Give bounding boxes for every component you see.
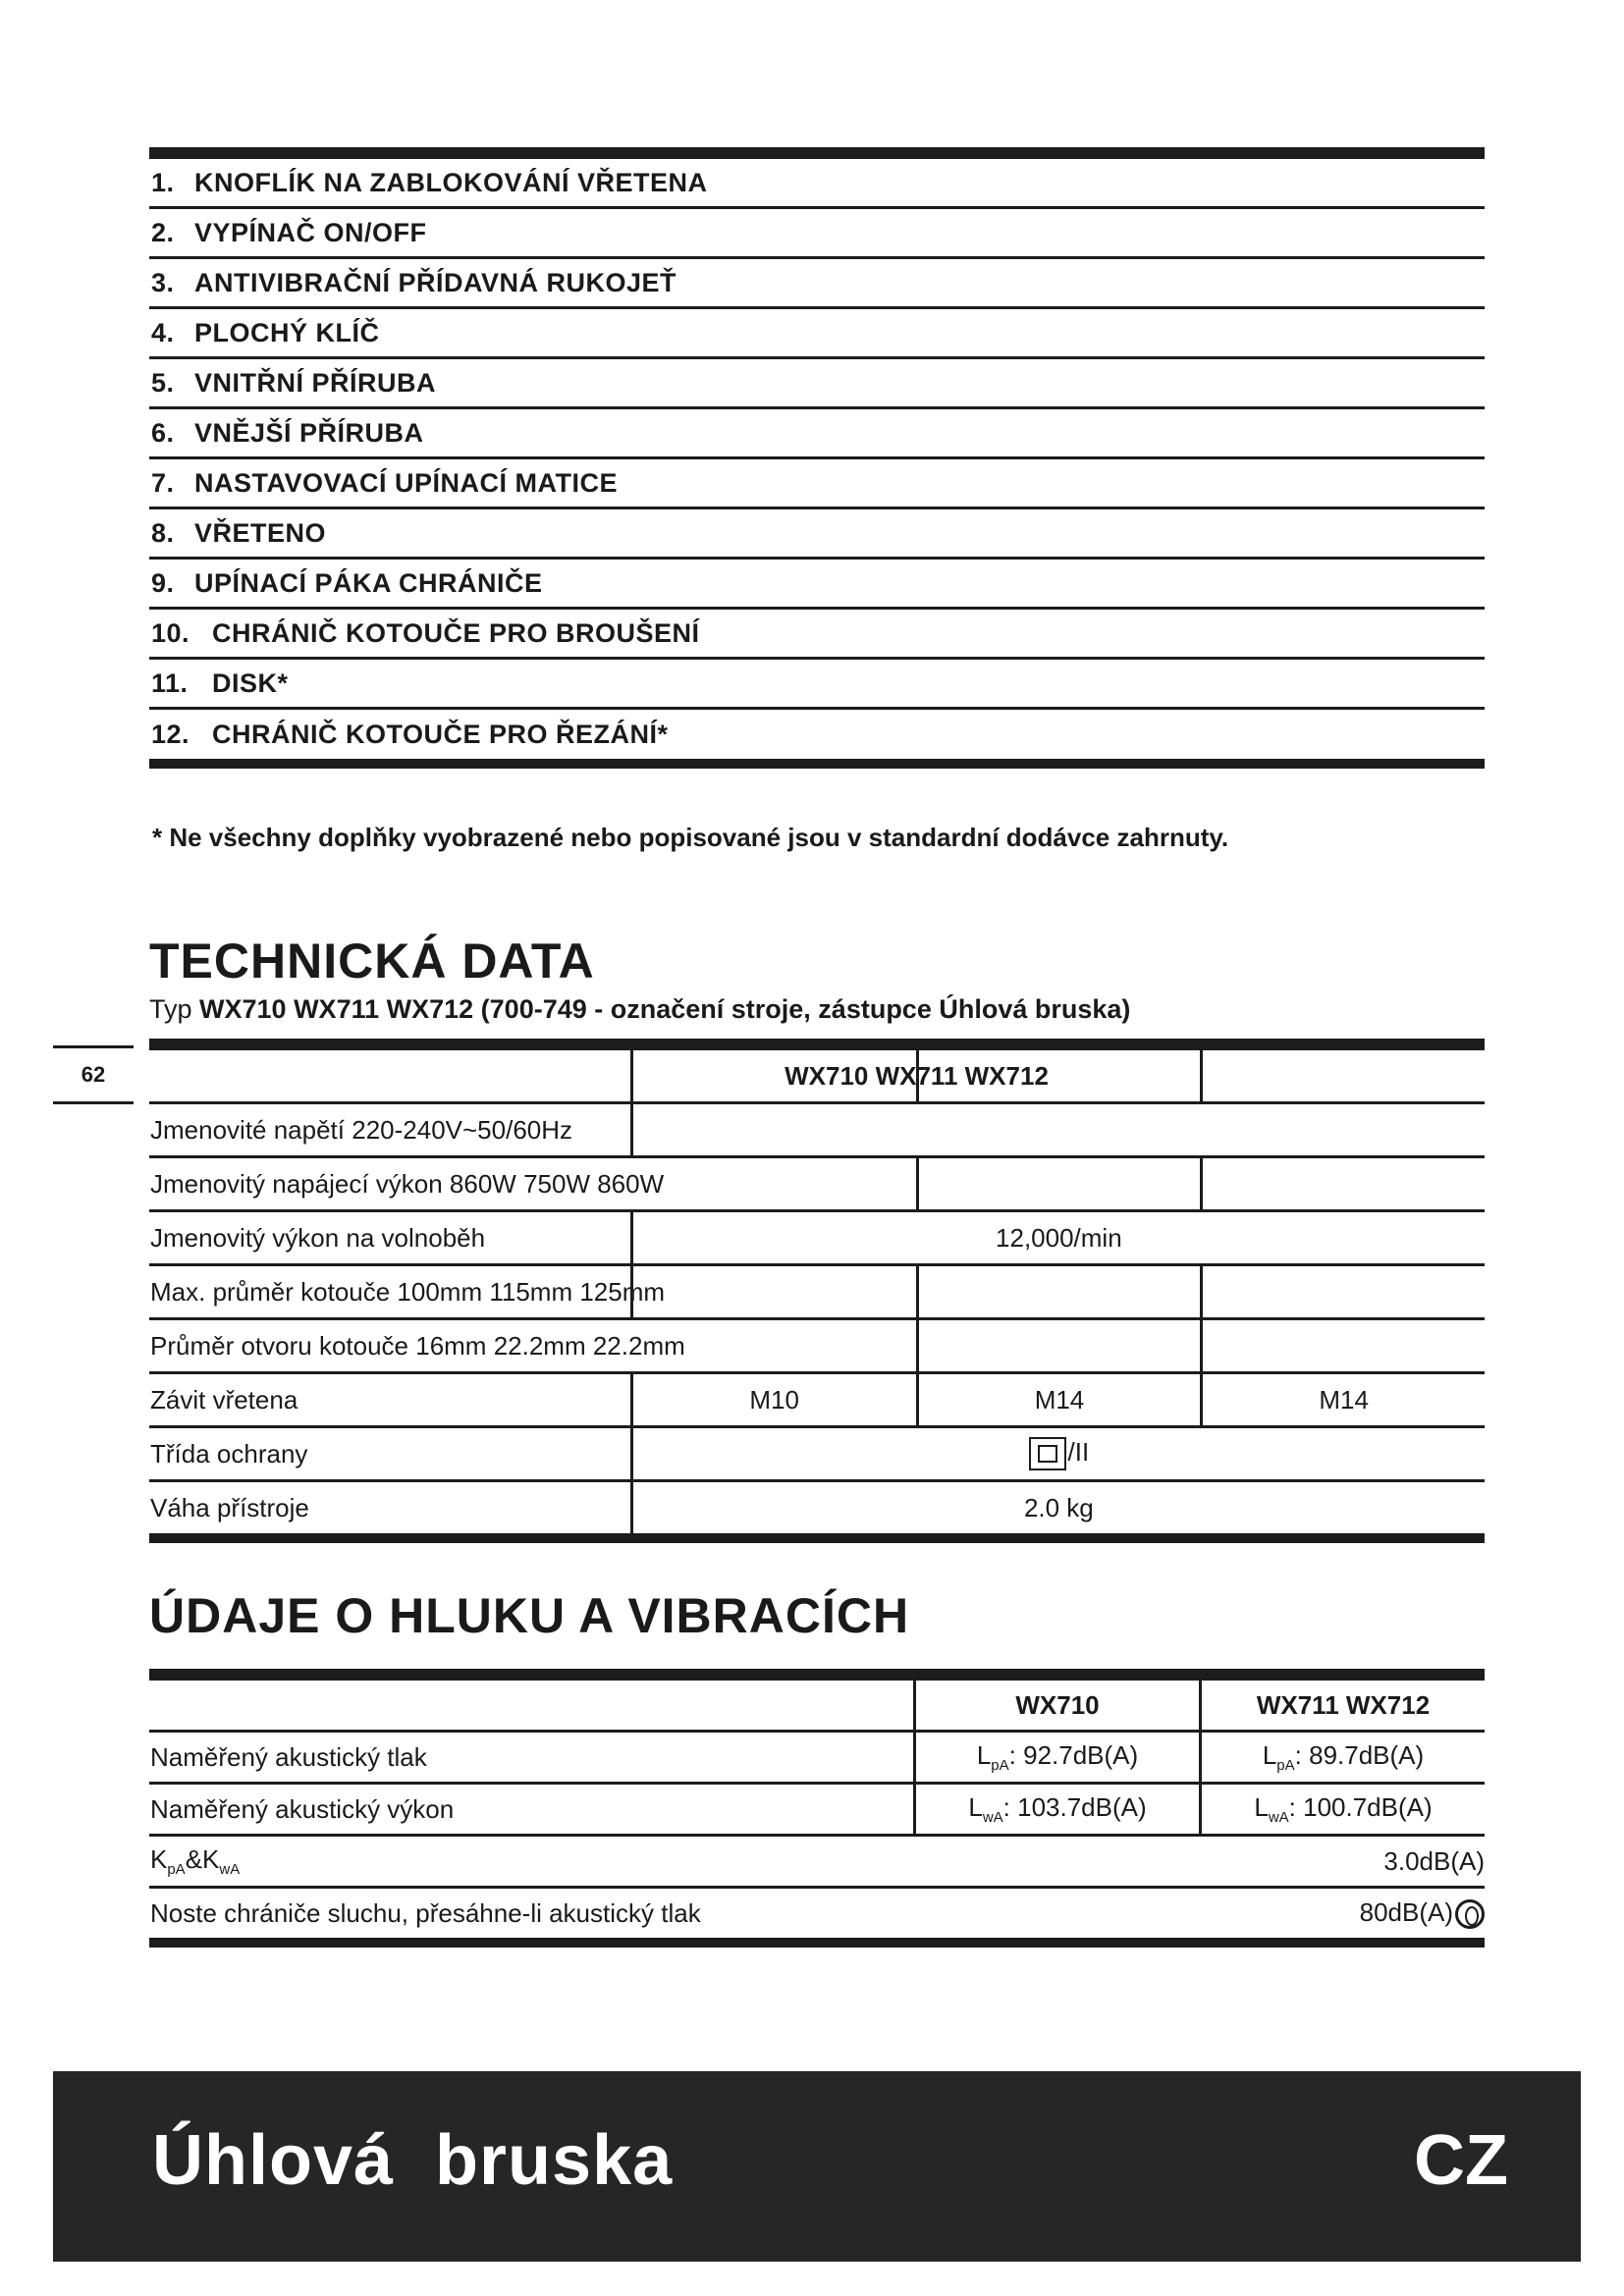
- weight-label: Váha přístroje: [149, 1481, 631, 1539]
- protection-class-text: /II: [1067, 1436, 1090, 1467]
- parts-list: [149, 147, 1485, 769]
- table-row: [149, 1784, 1485, 1836]
- table-row: [149, 1481, 1485, 1539]
- page-number: 62: [53, 1045, 134, 1104]
- power-text: Jmenovitý napájecí výkon 860W 750W 860W: [150, 1168, 665, 1199]
- subtitle-prefix: Typ: [149, 994, 200, 1024]
- item-label: VNITŘNÍ PŘÍRUBA: [194, 367, 437, 398]
- noload-value: 12,000/min: [631, 1211, 1485, 1265]
- list-item: [149, 509, 1485, 560]
- disc-diameter-row: [149, 1265, 917, 1319]
- item-label: KNOFLÍK NA ZABLOKOVÁNÍ VŘETENA: [194, 167, 708, 197]
- tech-data-table: [149, 1039, 1485, 1543]
- item-label: NASTAVOVACÍ UPÍNACÍ MATICE: [194, 467, 618, 498]
- table-cell: [1202, 1157, 1485, 1211]
- item-label: UPÍNACÍ PÁKA CHRÁNIČE: [194, 567, 543, 598]
- table-cell: [1202, 1265, 1485, 1319]
- value: : 103.7dB(A): [1002, 1791, 1147, 1822]
- table-header-row: [149, 1044, 1485, 1103]
- weight-value: 2.0 kg: [631, 1481, 1485, 1539]
- voltage-row: [149, 1103, 1485, 1157]
- tech-data-subtitle: [149, 994, 1130, 1025]
- table-row: [149, 1373, 1485, 1427]
- table-row: [149, 1211, 1485, 1265]
- pressure-wx710: [915, 1732, 1201, 1784]
- ear-protection-icon: [1455, 1899, 1485, 1929]
- disc-diameter-text: Max. průměr kotouče 100mm 115mm 125mm: [150, 1276, 666, 1307]
- tech-data-heading: TECHNICKÁ DATA: [149, 934, 595, 988]
- noload-label: Jmenovitý výkon na volnoběh: [149, 1211, 631, 1265]
- column-divider: [916, 1050, 919, 1101]
- subscript: pA: [1276, 1757, 1295, 1775]
- symbol: L: [1262, 1739, 1277, 1770]
- item-number: 5.: [151, 367, 175, 398]
- value: : 100.7dB(A): [1288, 1791, 1433, 1822]
- header-wx710: WX710: [915, 1675, 1201, 1732]
- symbol: L: [1254, 1791, 1269, 1822]
- column-divider: [630, 1266, 633, 1317]
- ear-protection-label: Noste chrániče sluchu, přesáhne-li akustický tlak: [149, 1888, 915, 1944]
- table-cell: [149, 1675, 915, 1732]
- list-item: [149, 409, 1485, 459]
- item-label: DISK*: [212, 667, 289, 698]
- parts-top-rule: [149, 147, 1485, 159]
- list-item: [149, 159, 1485, 209]
- subscript: pA: [991, 1757, 1009, 1775]
- table-header-row: [149, 1675, 1485, 1732]
- table-cell: [149, 1044, 631, 1103]
- table-row: [149, 1103, 1485, 1157]
- column-divider: [630, 1104, 633, 1155]
- item-number: 2.: [151, 217, 175, 247]
- pressure-wx711-wx712: [1201, 1732, 1486, 1784]
- pressure-label: Naměřený akustický tlak: [149, 1732, 915, 1784]
- item-number: 7.: [151, 467, 175, 498]
- sound-power-label: Naměřený akustický výkon: [149, 1784, 915, 1836]
- subtitle-models: WX710 WX711 WX712 (700-749 - označení stroje, zástupce Úhlová bruska): [199, 994, 1131, 1024]
- table-cell: [917, 1265, 1202, 1319]
- bore-row: [149, 1319, 917, 1373]
- symbol: L: [968, 1791, 983, 1822]
- list-item: [149, 560, 1485, 610]
- power-row: [149, 1157, 917, 1211]
- header-models-text: WX710 WX711 WX712: [785, 1060, 1049, 1091]
- footer-band: [53, 2071, 1581, 2262]
- item-number: 12.: [151, 719, 190, 749]
- table-row: [149, 1888, 1485, 1944]
- list-item: [149, 710, 1485, 769]
- table-row: [149, 1265, 1485, 1319]
- list-item: [149, 359, 1485, 409]
- double-insulation-icon: [1029, 1437, 1066, 1470]
- item-label: VYPÍNAČ ON/OFF: [194, 217, 427, 247]
- spindle-wx710: M10: [631, 1373, 917, 1427]
- header-models: [631, 1044, 1202, 1103]
- table-cell: [917, 1319, 1202, 1373]
- list-item: [149, 610, 1485, 660]
- item-number: 4.: [151, 317, 175, 347]
- accessories-footnote: * Ne všechny doplňky vyobrazené nebo popisované jsou v standardní dodávce zahrnuty.: [152, 823, 1229, 852]
- item-label: VNĚJŠÍ PŘÍRUBA: [194, 417, 424, 448]
- item-label: CHRÁNIČ KOTOUČE PRO BROUŠENÍ: [212, 617, 700, 648]
- uncertainty-value: 3.0dB(A): [915, 1836, 1486, 1888]
- table-cell: [917, 1157, 1202, 1211]
- item-number: 3.: [151, 267, 175, 297]
- symbol: K: [150, 1843, 168, 1874]
- header-wx711-wx712: WX711 WX712: [1201, 1675, 1486, 1732]
- list-item: [149, 309, 1485, 359]
- noise-heading: ÚDAJE O HLUKU A VIBRACÍCH: [149, 1588, 910, 1643]
- item-label: CHRÁNIČ KOTOUČE PRO ŘEZÁNÍ*: [212, 719, 669, 749]
- subscript: pA: [167, 1861, 186, 1879]
- item-number: 10.: [151, 617, 190, 648]
- list-item: [149, 259, 1485, 309]
- bore-text: Průměr otvoru kotouče 16mm 22.2mm 22.2mm: [150, 1330, 685, 1361]
- item-label: ANTIVIBRAČNÍ PŘÍDAVNÁ RUKOJEŤ: [194, 267, 677, 297]
- list-item: [149, 660, 1485, 710]
- spindle-wx712: M14: [1202, 1373, 1485, 1427]
- sound-power-wx711-wx712: [1201, 1784, 1486, 1836]
- table-row: [149, 1836, 1485, 1888]
- value: : 92.7dB(A): [1008, 1739, 1139, 1770]
- protection-class-value: [631, 1427, 1485, 1481]
- list-item: [149, 459, 1485, 509]
- noise-table: [149, 1669, 1485, 1948]
- spindle-label: Závit vřetena: [149, 1373, 631, 1427]
- voltage-text: Jmenovité napětí 220-240V~50/60Hz: [150, 1114, 573, 1145]
- item-number: 9.: [151, 567, 175, 598]
- spindle-wx711: M14: [917, 1373, 1202, 1427]
- symbol: &K: [185, 1843, 220, 1874]
- value: : 89.7dB(A): [1294, 1739, 1425, 1770]
- sound-power-wx710: [915, 1784, 1201, 1836]
- subscript: wA: [219, 1861, 241, 1879]
- table-row: [149, 1427, 1485, 1481]
- table-row: [149, 1732, 1485, 1784]
- subscript: wA: [982, 1809, 1003, 1827]
- item-number: 1.: [151, 167, 175, 197]
- item-number: 11.: [151, 667, 189, 698]
- table-cell: [1202, 1319, 1485, 1373]
- item-label: PLOCHÝ KLÍČ: [194, 317, 380, 347]
- item-number: 6.: [151, 417, 175, 448]
- item-label: VŘETENO: [194, 517, 327, 548]
- uncertainty-label: [149, 1836, 915, 1888]
- table-cell: [1202, 1044, 1485, 1103]
- ear-protection-value: [915, 1888, 1486, 1944]
- ear-protection-text: 80dB(A): [1359, 1896, 1453, 1927]
- product-title: Úhlová bruska: [152, 2121, 674, 2200]
- table-row: [149, 1319, 1485, 1373]
- symbol: L: [976, 1739, 992, 1770]
- subscript: wA: [1268, 1809, 1289, 1827]
- list-item: [149, 209, 1485, 259]
- protection-class-label: Třída ochrany: [149, 1427, 631, 1481]
- table-row: [149, 1157, 1485, 1211]
- language-code: CZ: [1414, 2121, 1508, 2200]
- item-number: 8.: [151, 517, 175, 548]
